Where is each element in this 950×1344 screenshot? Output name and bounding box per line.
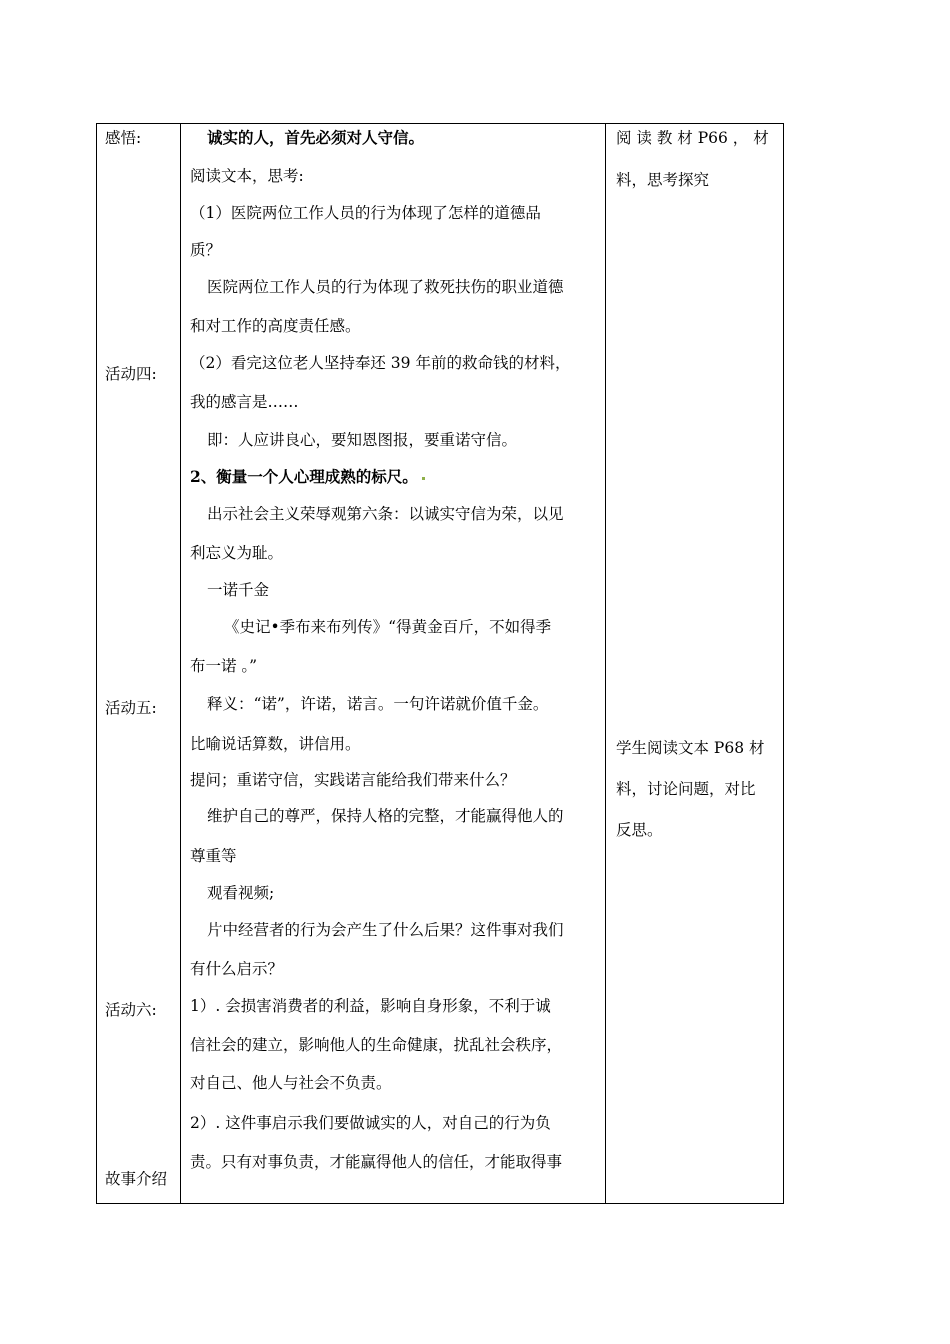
text-line: 有什么启示？ bbox=[190, 960, 284, 978]
label-activity-5: 活动五: bbox=[105, 699, 157, 717]
text-line: 出示社会主义荣辱观第六条：以诚实守信为荣，以见 bbox=[207, 505, 564, 523]
note-read-p68-cont: 料，讨论问题，对比 bbox=[616, 780, 756, 798]
label-activity-6: 活动六: bbox=[105, 1001, 157, 1019]
heading-honest-keep-promise: 诚实的人，首先必须对人守信。 bbox=[207, 128, 425, 147]
text-line: 利忘义为耻。 bbox=[190, 544, 284, 562]
text-line: 尊重等 bbox=[190, 847, 237, 865]
note-read-p68: 学生阅读文本 P68 材 bbox=[616, 739, 765, 757]
text-line: 质？ bbox=[190, 241, 222, 259]
text-line: 医院两位工作人员的行为体现了救死扶伤的职业道德 bbox=[207, 278, 564, 296]
text-line: 责。只有对事负责，才能赢得他人的信任，才能取得事 bbox=[190, 1153, 563, 1171]
column-divider-left bbox=[180, 123, 181, 1204]
text-line: 一诺千金 bbox=[207, 581, 270, 599]
text-line: 即：人应讲良心，要知恩图报，要重诺守信。 bbox=[207, 431, 518, 449]
label-story: 故事介绍 bbox=[105, 1170, 168, 1188]
column-divider-right bbox=[605, 123, 606, 1204]
text-line: 阅读文本，思考: bbox=[190, 167, 304, 185]
text-line: 1）. 会损害消费者的利益，影响自身形象，不利于诚 bbox=[190, 997, 551, 1015]
mark-dot bbox=[422, 477, 425, 480]
text-line: 《史记•季布来布列传》“得黄金百斤，不如得季 bbox=[224, 618, 552, 636]
text-line: 片中经营者的行为会产生了什么后果？这件事对我们 bbox=[207, 921, 564, 939]
text-line: 信社会的建立，影响他人的生命健康，扰乱社会秩序， bbox=[190, 1036, 563, 1054]
note-read-p68-end: 反思。 bbox=[616, 821, 663, 839]
text-line: 提问；重诺守信，实践诺言能给我们带来什么？ bbox=[190, 771, 516, 789]
text-line: （2）看完这位老人坚持奉还 39 年前的救命钱的材料， bbox=[190, 354, 571, 372]
note-read-p66-cont: 料，思考探究 bbox=[616, 171, 710, 189]
text-line: 布一诺 。” bbox=[190, 657, 258, 675]
text-line: 维护自己的尊严，保持人格的完整，才能赢得他人的 bbox=[207, 807, 564, 825]
text-line: 我的感言是…… bbox=[190, 393, 299, 411]
note-read-p66: 阅 读 教 材 P66 ， 材 bbox=[616, 129, 769, 147]
text-line: 观看视频; bbox=[207, 884, 275, 902]
text-line: 释义：“诺”，许诺，诺言。一句许诺就价值千金。 bbox=[207, 695, 549, 713]
heading-maturity-measure: 2、衡量一个人心理成熟的标尺。 bbox=[190, 467, 425, 487]
text-line: （1）医院两位工作人员的行为体现了怎样的道德品 bbox=[190, 204, 541, 222]
text-line: 和对工作的高度责任感。 bbox=[190, 317, 361, 335]
label-activity-4: 活动四: bbox=[105, 365, 157, 383]
label-ganwu: 感悟: bbox=[105, 129, 142, 147]
text-line: 对自己、他人与社会不负责。 bbox=[190, 1074, 392, 1092]
text-line: 2）. 这件事启示我们要做诚实的人，对自己的行为负 bbox=[190, 1114, 551, 1132]
text-line: 比喻说话算数，讲信用。 bbox=[190, 735, 361, 753]
